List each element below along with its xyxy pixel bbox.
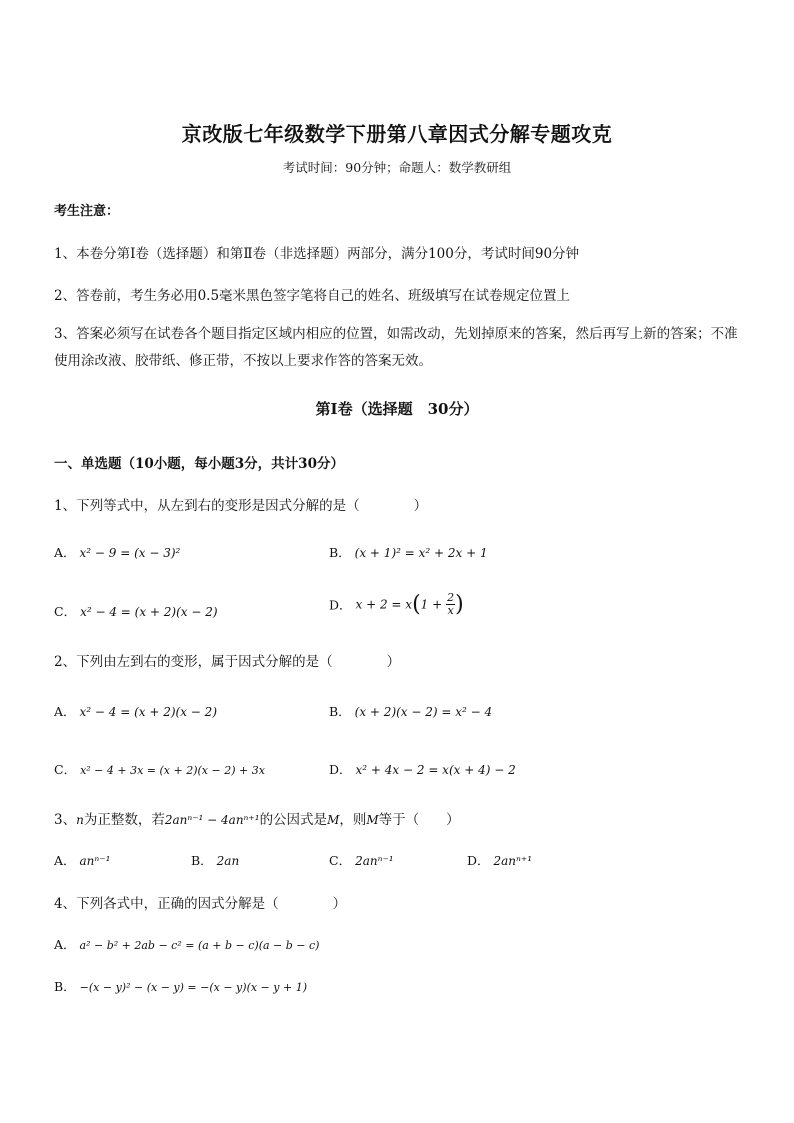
option-label: A． [54, 937, 76, 952]
option-expr: 2anⁿ⁺¹ [493, 854, 533, 868]
question-1-stem: 1、下列等式中，从左到右的变形是因式分解的是（ ） [54, 498, 428, 514]
stem-text-3: ，则 [339, 812, 367, 828]
q3-option-d[interactable] [467, 851, 532, 869]
option-expr: x² − 4 = (x + 2)(x − 2) [79, 705, 217, 719]
q1-option-a[interactable] [54, 543, 180, 561]
option-expr: (x + 1)² = x² + 2x + 1 [354, 546, 488, 560]
option-expr: a² − b² + 2ab − c² = (a + b − c)(a − b − c) [79, 939, 320, 952]
stem-expression: 2anⁿ⁻¹ − 4anⁿ⁺¹ [164, 813, 260, 827]
notice-heading: 考生注意： [54, 204, 120, 219]
q3-option-a[interactable] [54, 851, 110, 869]
stem-variable-m-2: M [366, 813, 379, 827]
q1-option-d[interactable] [329, 592, 464, 617]
stem-text-2: 的公因式是 [259, 812, 328, 828]
q1-option-b[interactable] [329, 543, 488, 561]
q1-option-c[interactable] [54, 602, 218, 620]
question-2-stem: 2、下列由左到右的变形，属于因式分解的是（ ） [54, 654, 401, 670]
q3-option-c[interactable] [329, 851, 394, 869]
option-label: D． [467, 853, 490, 868]
stem-number: 3、 [54, 812, 77, 828]
option-expr: 2an [216, 854, 240, 868]
stem-variable-m: M [327, 813, 340, 827]
option-expr: x² + 4x − 2 = x(x + 4) − 2 [355, 763, 516, 777]
option-label: B． [54, 979, 76, 994]
page-title: 京改版七年级数学下册第八章因式分解专题攻克 [181, 122, 613, 146]
option-expr: 2anⁿ⁻¹ [355, 854, 394, 868]
option-label: C． [54, 762, 77, 777]
option-expr: (x + 2)(x − 2) = x² − 4 [354, 705, 493, 719]
q2-option-d[interactable] [329, 760, 516, 778]
notice-item-3: 3、答案必须写在试卷各个题目指定区域内相应的位置，如需改动，先划掉原来的答案，然后再写上新的答案；不准使用涂改液、胶带纸、修正带，不按以上要求作答的答案无效。 [54, 326, 738, 369]
option-label: B． [329, 704, 351, 719]
fraction-denominator: x [447, 604, 454, 617]
option-expr: x² − 4 + 3x = (x + 2)(x − 2) + 3x [80, 764, 265, 777]
stem-text-end: 等于（ ） [378, 812, 460, 828]
q3-option-b[interactable] [191, 851, 239, 869]
option-label: A． [54, 545, 76, 560]
q4-option-b[interactable] [54, 977, 307, 995]
paren-close: ) [455, 592, 464, 617]
q2-option-b[interactable] [329, 702, 492, 720]
option-label: B． [329, 545, 351, 560]
option-expr-mid: 1 + [420, 597, 443, 612]
option-expr: anⁿ⁻¹ [79, 854, 111, 868]
option-expr: x² − 9 = (x − 3)² [79, 546, 181, 560]
stem-variable: n [76, 813, 84, 827]
section-subtitle: 一、单选题（10小题，每小题3分，共计30分） [54, 456, 344, 472]
option-expr-left: x + 2 = x [355, 597, 413, 612]
exam-info: 考试时间：90分钟；命题人：数学教研组 [282, 160, 512, 175]
option-label: C． [329, 853, 352, 868]
paren-open: ( [412, 592, 421, 617]
option-expr: −(x − y)² − (x − y) = −(x − y)(x − y + 1) [79, 981, 307, 994]
option-label: A． [54, 704, 76, 719]
notice-item-2: 2、答卷前，考生务必用0.5毫米黑色签字笔将自己的姓名、班级填写在试卷规定位置上 [54, 288, 571, 304]
fraction [446, 592, 455, 617]
option-expr: x² − 4 = (x + 2)(x − 2) [80, 605, 218, 619]
option-label: D． [329, 762, 352, 777]
stem-text: 为正整数，若 [83, 812, 165, 828]
q2-option-a[interactable] [54, 702, 217, 720]
option-label: B． [191, 853, 213, 868]
question-4-stem: 4、下列各式中，正确的因式分解是（ ） [54, 896, 347, 912]
q2-option-c[interactable] [54, 760, 265, 778]
question-3-stem [54, 808, 460, 828]
section-title: 第Ⅰ卷（选择题 30分） [315, 400, 479, 418]
fraction-numerator: 2 [447, 591, 455, 604]
option-label: D． [329, 597, 352, 613]
q4-option-a[interactable] [54, 935, 319, 953]
option-label: C． [54, 604, 77, 619]
notice-item-1: 1、本卷分第Ⅰ卷（选择题）和第Ⅱ卷（非选择题）两部分，满分100分，考试时间90分钟 [54, 246, 580, 262]
option-label: A． [54, 853, 76, 868]
